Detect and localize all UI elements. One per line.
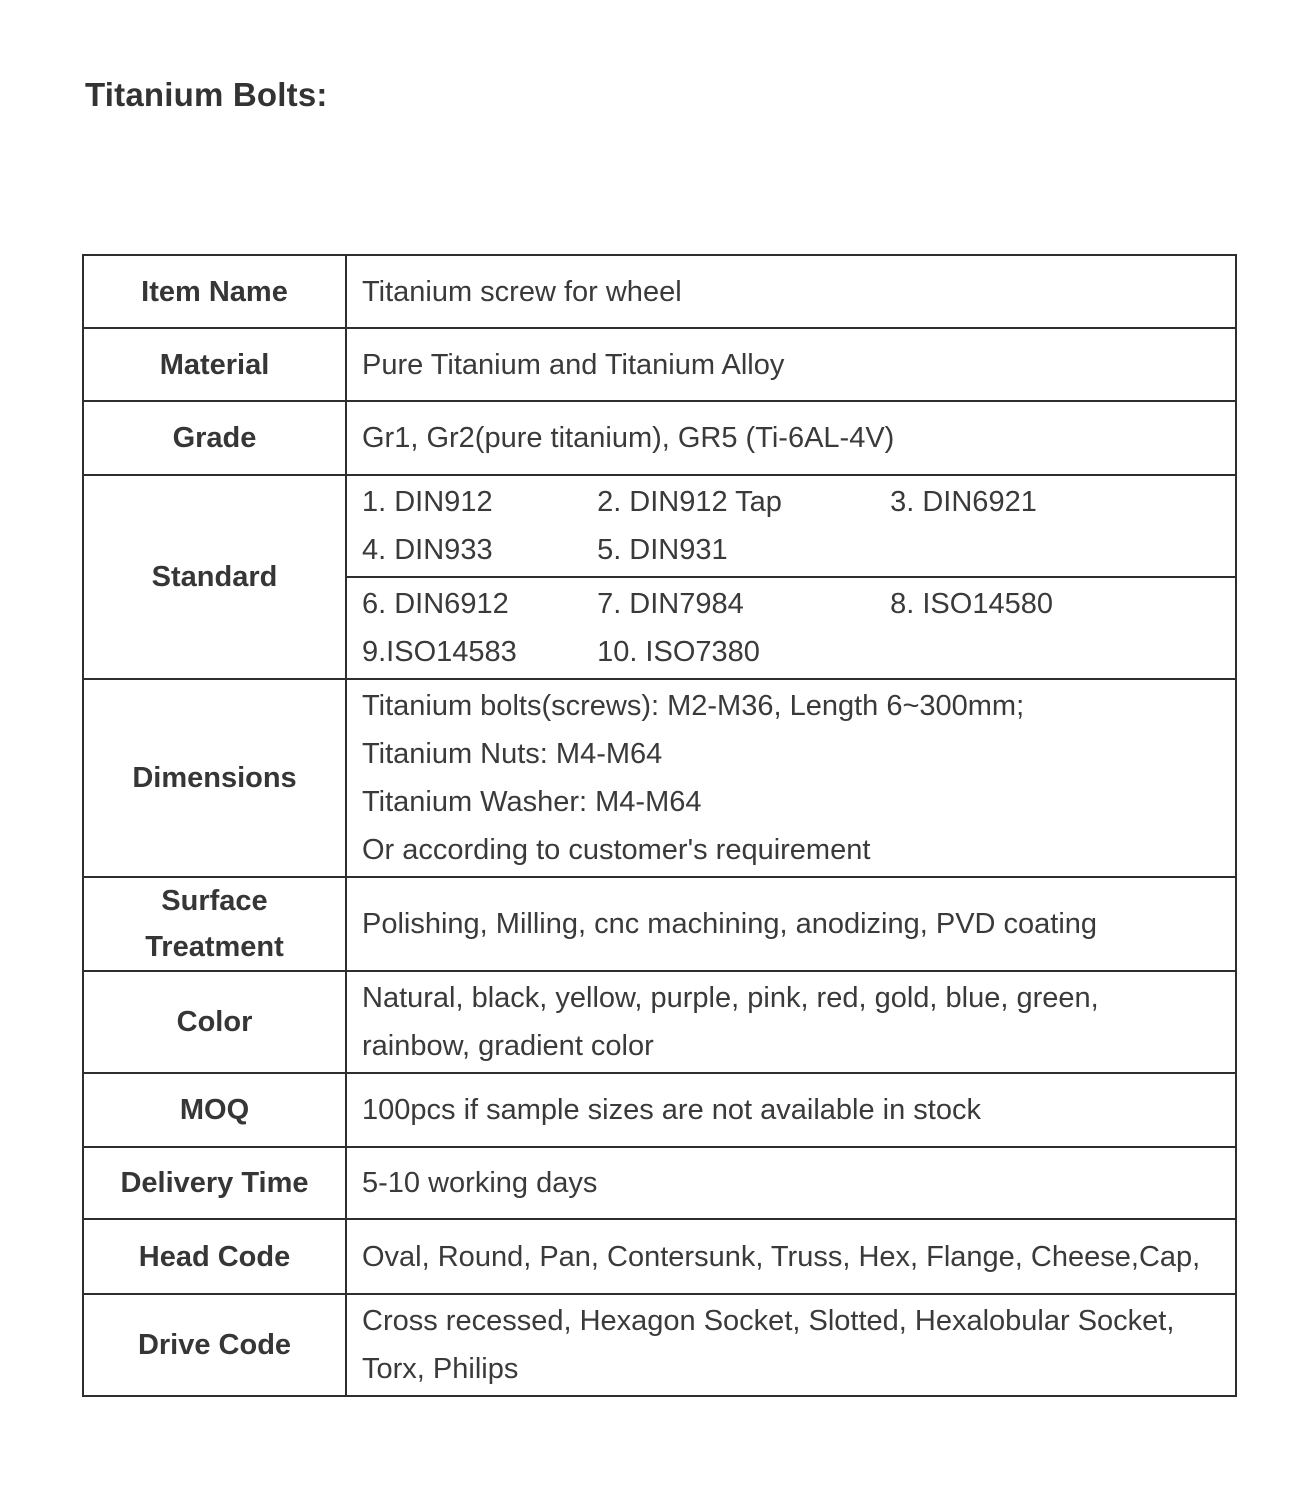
table-row-dimensions — [83, 679, 1236, 877]
head-code-value: Oval, Round, Pan, Contersunk, Truss, Hex, Flange, Cheese,Cap, — [346, 1219, 1236, 1294]
color-line: rainbow, gradient color — [362, 1030, 654, 1062]
table-row-drive-code — [83, 1294, 1236, 1396]
dimensions-line: Or according to customer's requirement — [362, 834, 871, 866]
standard-line — [362, 580, 1215, 628]
standard-item: 9.ISO14583 — [362, 636, 517, 668]
table-row-material — [83, 328, 1236, 401]
standard-item: 2. DIN912 Tap — [597, 486, 782, 518]
standard-item: 7. DIN7984 — [597, 588, 744, 620]
table-row-head-code — [83, 1219, 1236, 1294]
color-label: Color — [83, 971, 346, 1073]
head-code-label: Head Code — [83, 1219, 346, 1294]
spec-table — [82, 254, 1237, 1397]
drive-code-value — [346, 1294, 1236, 1396]
moq-label: MOQ — [83, 1073, 346, 1147]
table-row-standard-group1 — [83, 475, 1236, 577]
standard-line — [362, 526, 1215, 574]
item-name-label: Item Name — [83, 255, 346, 328]
table-row-color — [83, 971, 1236, 1073]
grade-label: Grade — [83, 401, 346, 475]
table-row-surface-treatment — [83, 877, 1236, 971]
material-value: Pure Titanium and Titanium Alloy — [346, 328, 1236, 401]
dimensions-line: Titanium bolts(screws): M2-M36, Length 6~300mm; — [362, 690, 1025, 722]
color-value — [346, 971, 1236, 1073]
page-title: Titanium Bolts: — [85, 76, 328, 113]
surface-treatment-value: Polishing, Milling, cnc machining, anodizing, PVD coating — [346, 877, 1236, 971]
standard-item: 3. DIN6921 — [890, 486, 1037, 518]
standard-item: 10. ISO7380 — [597, 636, 760, 668]
table-row-moq — [83, 1073, 1236, 1147]
item-name-value: Titanium screw for wheel — [346, 255, 1236, 328]
dimensions-line: Titanium Nuts: M4-M64 — [362, 738, 663, 770]
standard-group2-value — [346, 577, 1236, 679]
table-row-grade — [83, 401, 1236, 475]
standard-line — [362, 478, 1215, 526]
color-line: Natural, black, yellow, purple, pink, red, gold, blue, green, — [362, 982, 1099, 1014]
standard-item: 1. DIN912 — [362, 486, 493, 518]
dimensions-value — [346, 679, 1236, 877]
standard-item: 8. ISO14580 — [890, 588, 1053, 620]
surface-treatment-label — [83, 877, 346, 971]
dimensions-line: Titanium Washer: M4-M64 — [362, 786, 702, 818]
drive-code-label: Drive Code — [83, 1294, 346, 1396]
table-row-delivery-time — [83, 1147, 1236, 1219]
standard-label: Standard — [83, 475, 346, 679]
standard-group1-value — [346, 475, 1236, 577]
delivery-time-value: 5-10 working days — [346, 1147, 1236, 1219]
moq-value: 100pcs if sample sizes are not available in stock — [346, 1073, 1236, 1147]
standard-item: 6. DIN6912 — [362, 588, 509, 620]
dimensions-label: Dimensions — [83, 679, 346, 877]
grade-value: Gr1, Gr2(pure titanium), GR5 (Ti-6AL-4V) — [346, 401, 1236, 475]
surface-treatment-label-text: Surface Treatment — [145, 885, 284, 963]
standard-item: 5. DIN931 — [597, 534, 728, 566]
table-row-item-name — [83, 255, 1236, 328]
drive-code-line: Torx, Philips — [362, 1353, 519, 1385]
material-label: Material — [83, 328, 346, 401]
standard-line — [362, 628, 1215, 676]
drive-code-line: Cross recessed, Hexagon Socket, Slotted, Hexalobular Socket, — [362, 1305, 1175, 1337]
delivery-time-label: Delivery Time — [83, 1147, 346, 1219]
standard-item: 4. DIN933 — [362, 534, 493, 566]
